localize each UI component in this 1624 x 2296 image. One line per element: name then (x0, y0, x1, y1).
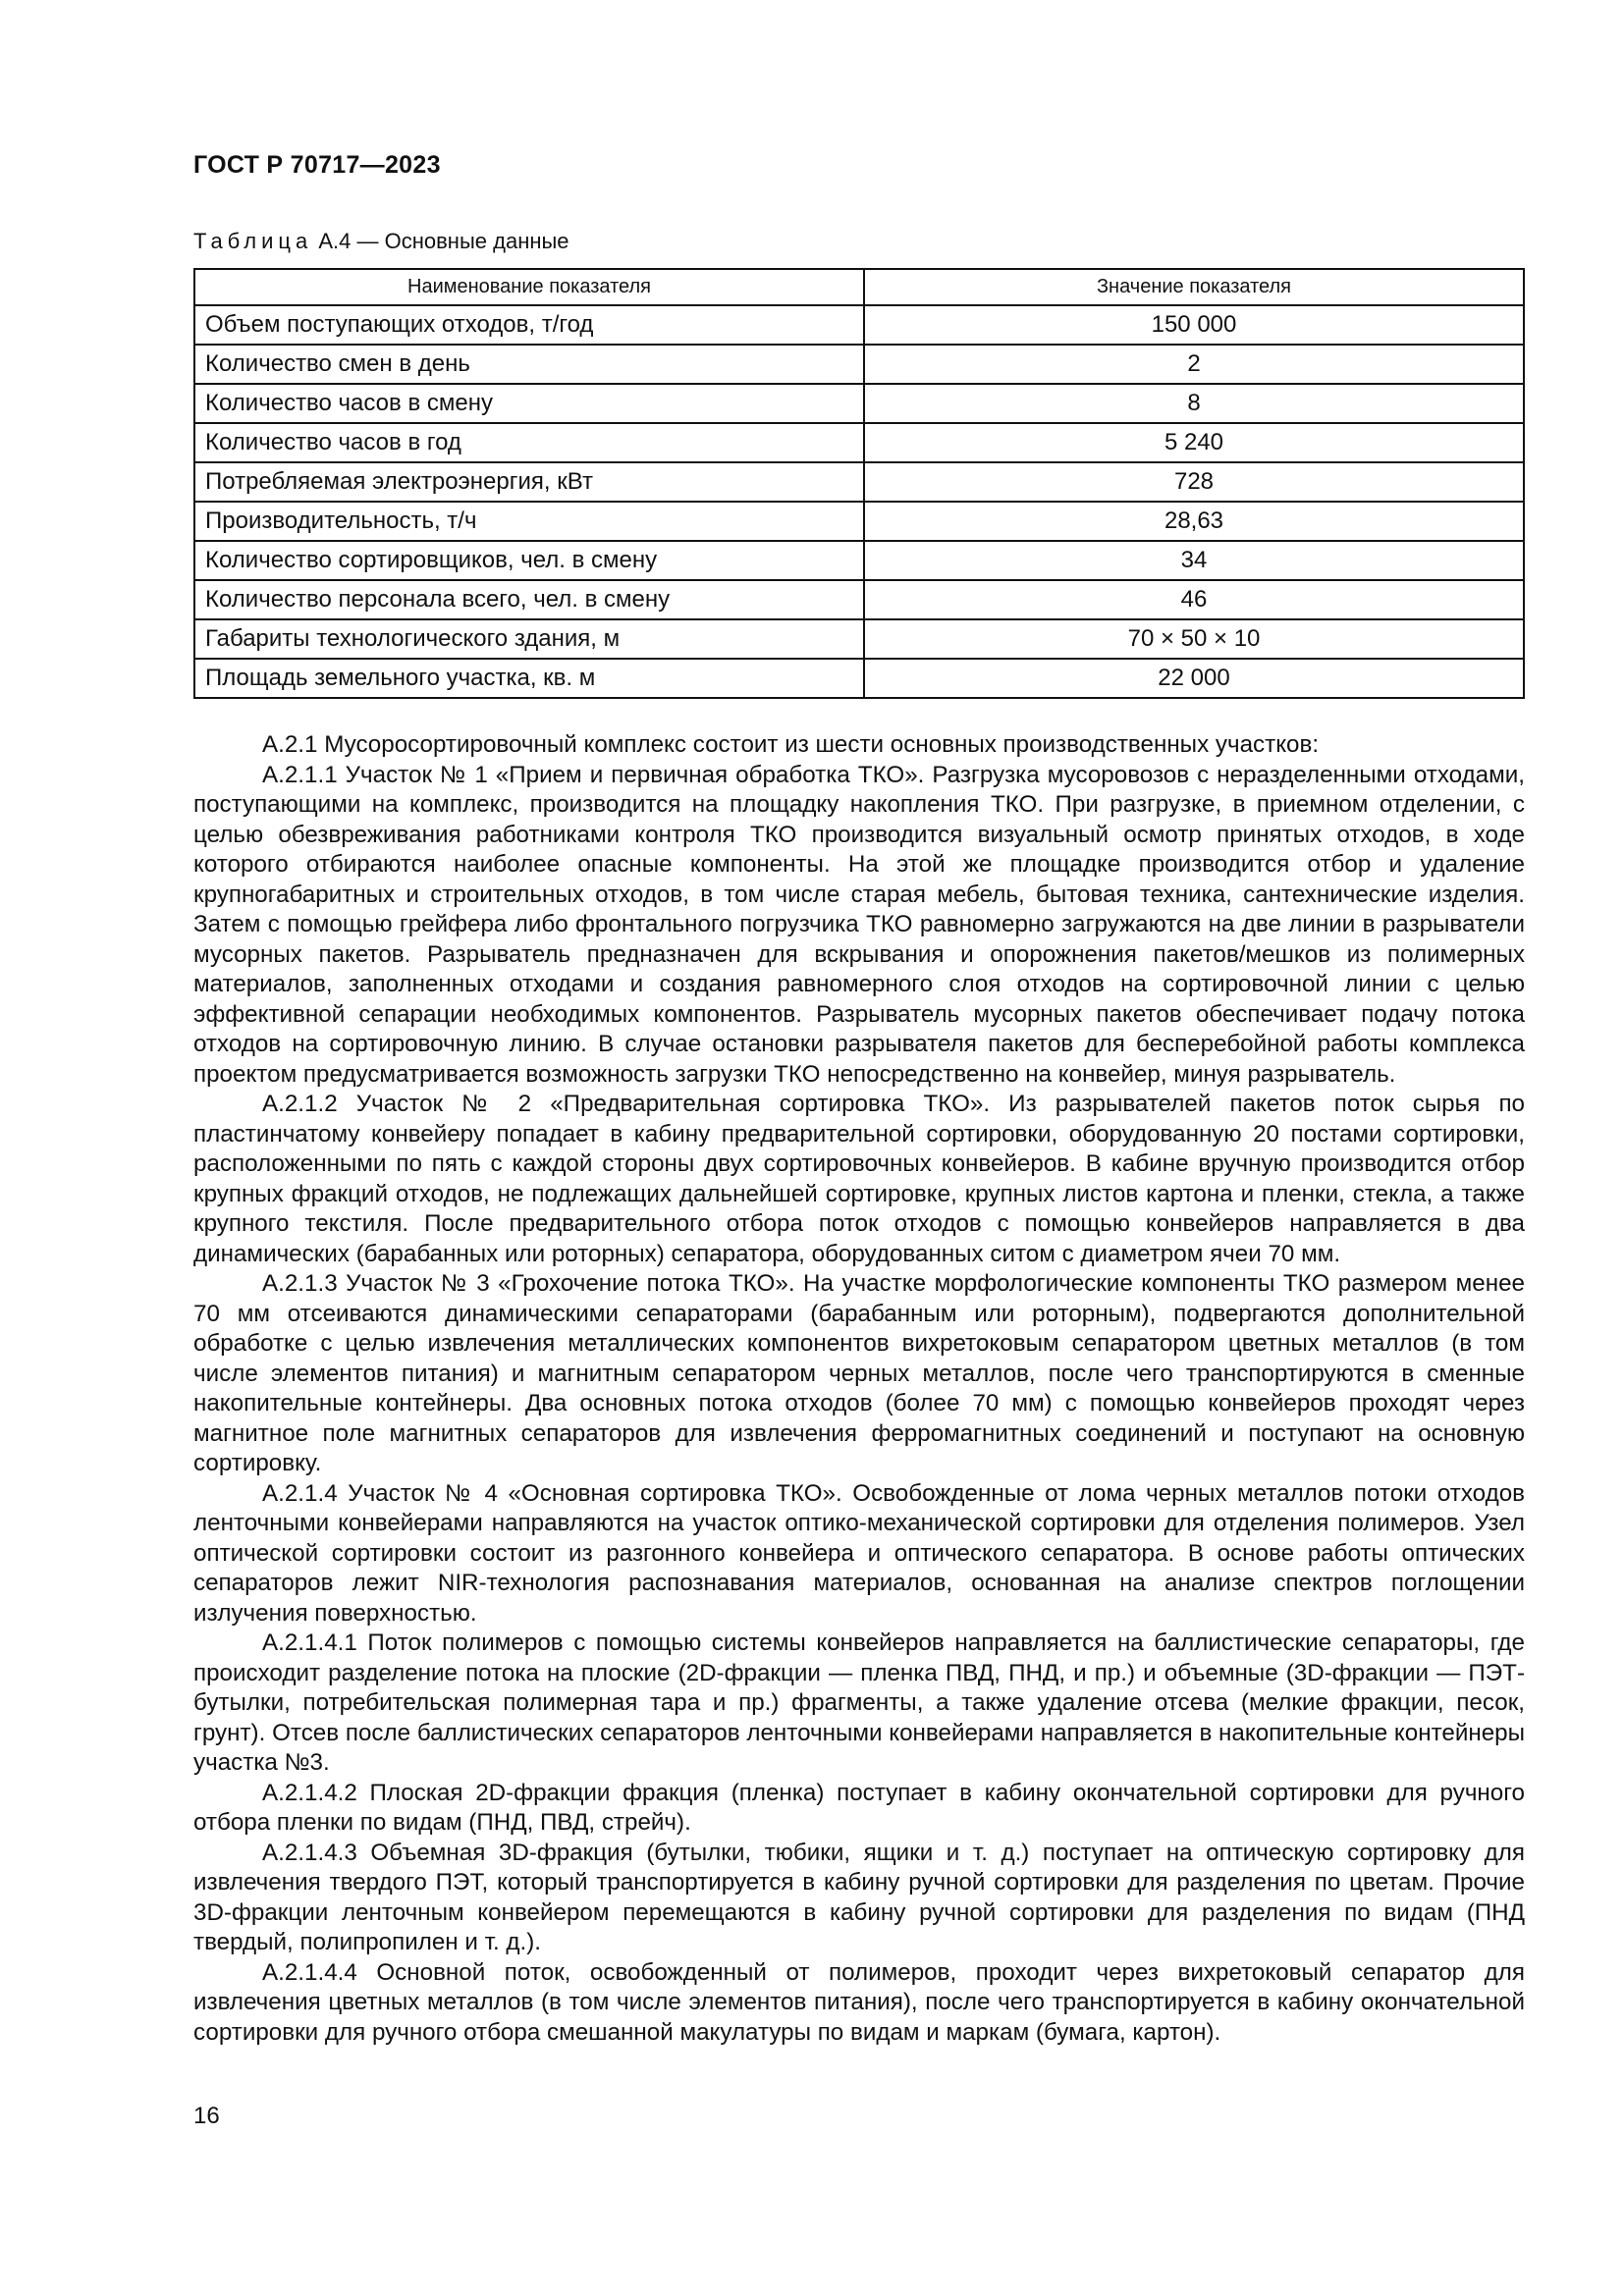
paragraph-a-2-1-4-4: А.2.1.4.4 Основной поток, освобожденный от полимеров, проходит через вихретоковый сепаратор для извлечения цветных металлов (в том числе элементов питания), после чего транспортируется в кабину окончательной сортировки для ручного отбора смешанной макулатуры по видам и маркам (бумага, картон). (193, 1958, 1525, 2046)
body-text (193, 730, 1525, 2048)
row-name: Количество часов в смену (194, 384, 864, 423)
table-row (194, 384, 1524, 423)
table-row (194, 541, 1524, 580)
paragraph-a-2-1-4-2: А.2.1.4.2 Плоская 2D-фракции фракция (пленка) поступает в кабину окончательной сортировки для ручного отбора пленки по видам (ПНД, ПВД, стрейч). (193, 1779, 1525, 1836)
row-name: Площадь земельного участка, кв. м (194, 659, 864, 698)
row-name: Количество персонала всего, чел. в смену (194, 580, 864, 619)
table-row (194, 502, 1524, 541)
row-value: 5 240 (864, 423, 1524, 462)
column-header-name: Наименование показателя (194, 269, 864, 305)
row-name: Количество часов в год (194, 423, 864, 462)
table-caption-label: Таблица (193, 229, 313, 253)
row-name: Объем поступающих отходов, т/год (194, 305, 864, 345)
table-row (194, 462, 1524, 502)
row-value: 28,63 (864, 502, 1524, 541)
paragraph-a-2-1-4-3: А.2.1.4.3 Объемная 3D-фракция (бутылки, тюбики, ящики и т. д.) поступает на оптическую сортировку для извлечения твердого ПЭТ, который транспортируется в кабину ручной сортировки для разделения по цветам. Прочие 3D-фракции ленточным конвейером перемещаются в кабину ручной сортировки для разделения по видам (ПНД твердый, полипропилен и т. д.). (193, 1839, 1525, 1955)
row-name: Производительность, т/ч (194, 502, 864, 541)
table-row (194, 580, 1524, 619)
main-data-table (193, 268, 1525, 699)
paragraph-a-2-1-4: А.2.1.4 Участок № 4 «Основная сортировка ТКО». Освобожденные от лома черных металлов потоки отходов ленточными конвейерами направляются на участок оптико-механической сортировки для отделения полимеров. Узел оптической сортировки состоит из разгонного конвейера и оптического сепаратора. В основе работы оптических сепараторов лежит NIR-технология распознавания материалов, основанная на анализе спектров поглощении излучения поверхностью. (193, 1479, 1525, 1627)
table-header-row (194, 269, 1524, 305)
document-header: ГОСТ Р 70717—2023 (193, 151, 441, 179)
table-row (194, 423, 1524, 462)
table-row (194, 305, 1524, 345)
table-caption-title: А.4 — Основные данные (312, 229, 569, 253)
row-value: 150 000 (864, 305, 1524, 345)
row-name: Потребляемая электроэнергия, кВт (194, 462, 864, 502)
row-value: 70 × 50 × 10 (864, 619, 1524, 659)
table-row (194, 345, 1524, 384)
row-value: 46 (864, 580, 1524, 619)
row-value: 8 (864, 384, 1524, 423)
column-header-value: Значение показателя (864, 269, 1524, 305)
paragraph-a-2-1-2: А.2.1.2 Участок № 2 «Предварительная сортировка ТКО». Из разрывателей пакетов поток сырья по пластинчатому конвейеру попадает в кабину предварительной сортировки, оборудованную 20 постами сортировки, расположенными по пять с каждой стороны двух сортировочных конвейеров. В кабине вручную производится отбор крупных фракций отходов, не подлежащих дальнейшей сортировке, крупных листов картона и пленки, стекла, а также крупного текстиля. После предварительного отбора поток отходов с помощью конвейеров направляется в два динамических (барабанных или роторных) сепаратора, оборудованных ситом с диаметром ячеи 70 мм. (193, 1091, 1525, 1267)
row-value: 34 (864, 541, 1524, 580)
row-value: 728 (864, 462, 1524, 502)
paragraph-a-2-1-3: А.2.1.3 Участок № 3 «Грохочение потока ТКО». На участке морфологические компоненты ТКО размером менее 70 мм отсеиваются динамическими сепараторами (барабанным или роторным), подвергаются дополнительной обработке с целью извлечения металлических компонентов вихретоковым сепаратором цветных металлов (в том числе элементов питания) и магнитным сепаратором черных металлов, после чего транспортируются в сменные накопительные контейнеры. Два основных потока отходов (более 70 мм) с помощью конвейеров проходят через магнитное поле магнитных сепараторов для извлечения ферромагнитных соединений и поступают на основную сортировку. (193, 1270, 1525, 1476)
table-caption (193, 229, 569, 254)
table-row (194, 619, 1524, 659)
row-value: 22 000 (864, 659, 1524, 698)
row-value: 2 (864, 345, 1524, 384)
row-name: Габариты технологического здания, м (194, 619, 864, 659)
paragraph-a-2-1: А.2.1 Мусоросортировочный комплекс состоит из шести основных производственных участков: (262, 731, 1320, 758)
page-number: 16 (193, 2103, 220, 2129)
paragraph-a-2-1-1: А.2.1.1 Участок № 1 «Прием и первичная обработка ТКО». Разгрузка мусоровозов с неразделенными отходами, поступающими на комплекс, производится на площадку накопления ТКО. При разгрузке, в приемном отделении, с целью обезвреживания работниками контроля ТКО производится визуальный осмотр принятых отходов, в ходе которого отбираются наиболее опасные компоненты. На этой же площадке производится отбор и удаление крупногабаритных и строительных отходов, в том числе старая мебель, бытовая техника, сантехнические изделия. Затем с помощью грейфера либо фронтального погрузчика ТКО равномерно загружаются на две линии в разрыватели мусорных пакетов. Разрыватель предназначен для вскрывания и опорожнения пакетов/мешков из полимерных материалов, заполненных отходами и создания равномерного слоя отходов на сортировочной линии с целью эффективной сепарации необходимых компонентов. Разрыватель мусорных пакетов обеспечивает подачу потока отходов на сортировочную линию. В случае остановки разрывателя пакетов для бесперебойной работы комплекса проектом предусматривается возможность загрузки ТКО непосредственно на конвейер, минуя разрыватель. (193, 761, 1525, 1088)
paragraph-a-2-1-4-1: А.2.1.4.1 Поток полимеров с помощью системы конвейеров направляется на баллистические сепараторы, где происходит разделение потока на плоские (2D-фракции — пленка ПВД, ПНД, и пр.) и объемные (3D-фракции — ПЭТ-бутылки, потребительская полимерная тара и пр.) фрагменты, а также удаление отсева (мелкие фракции, песок, грунт). Отсев после баллистических сепараторов ленточными конвейерами направляется в накопительные контейнеры участка №3. (193, 1629, 1525, 1776)
row-name: Количество сортировщиков, чел. в смену (194, 541, 864, 580)
table-row (194, 659, 1524, 698)
row-name: Количество смен в день (194, 345, 864, 384)
